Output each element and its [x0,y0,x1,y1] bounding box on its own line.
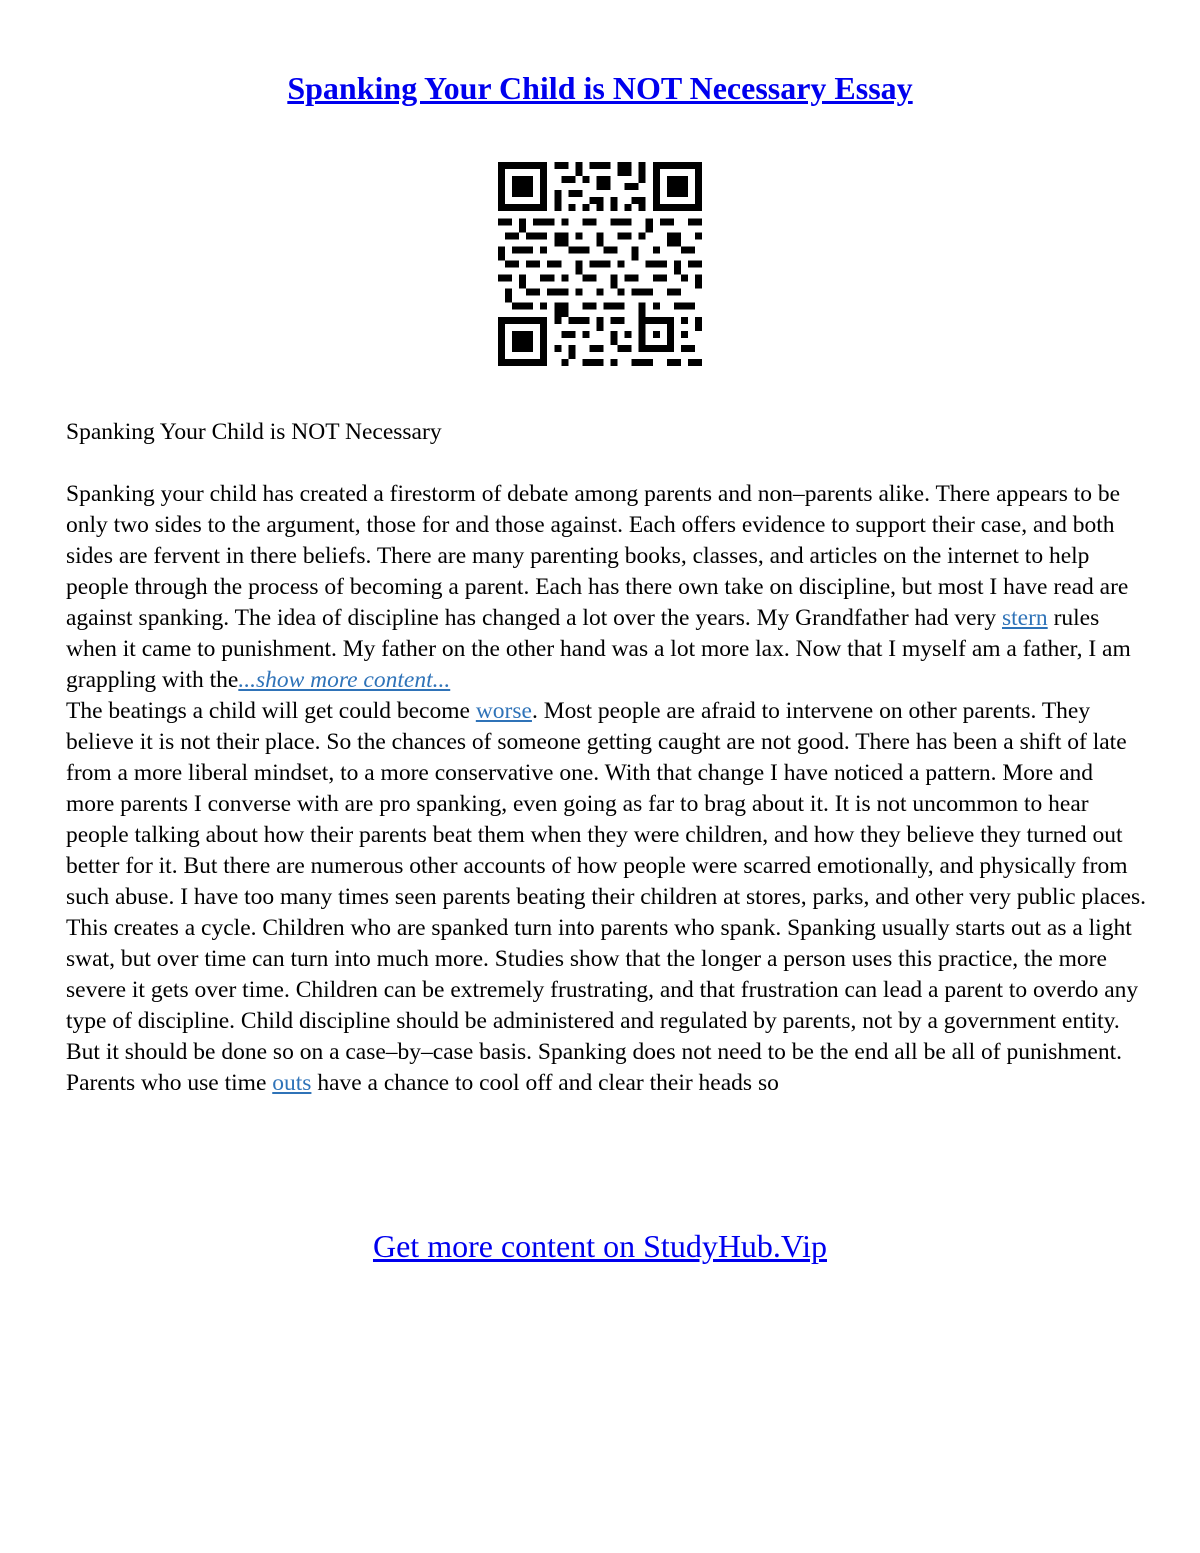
paragraph-2-text-a: The beatings a child will get could become [66,698,476,724]
studyhub-link[interactable]: Get more content on StudyHub.Vip [372,1228,827,1264]
essay-body [66,417,1146,1099]
qr-code-graphic [498,162,702,366]
footer [0,1226,1200,1266]
keyword-link-outs[interactable]: outs [272,1070,312,1096]
essay-subtitle: Spanking Your Child is NOT Necessary [66,419,442,445]
paragraph-2-text-b: . Most people are afraid to intervene on other parents. They believe it is not their place. So the chances of someone getting caught are not good. There has been a shift of late from a more liberal mindset, to a more conservative one. With that change I have noticed a pattern. More and more parents I converse with are pro spanking, even going as far to brag about it. It is not uncommon to hear people talking about how their parents beat them when they were children, and how they believe they turned out better for it. But there are numerous other accounts of how people were scarred emotionally, and physically from such abuse. I have too many times seen parents beating their children at stores, parks, and other very public places. This creates a cycle. Children who are spanked turn into parents who spank. Spanking usually starts out as a light swat, but over time can turn into much more. Studies show that the longer a person uses this practice, the more severe it gets over time. Children can be extremely frustrating, and that frustration can lead a parent to overdo any type of discipline. Child discipline should be administered and regulated by parents, not by a government entity. But it should be done so on a case–by–case basis. Spanking does not need to be the end all be all of punishment. Parents who use time [66,698,1147,1096]
page-title [0,64,1200,112]
paragraph-1 [66,479,1146,696]
qr-code-icon [498,162,702,366]
keyword-link-worse[interactable]: worse [475,698,532,724]
paragraph-2-text-c: have a chance to cool off and clear their heads so [311,1070,779,1096]
show-more-link[interactable]: ...show more content... [238,667,451,693]
paragraph-2 [66,696,1146,1099]
paragraph-1-text-b: rules when it came to punishment. My father on the other hand was a lot more lax. Now that I myself am a father, I am grappling with the [66,605,1131,693]
title-link[interactable]: Spanking Your Child is NOT Necessary Essay [287,70,913,106]
keyword-link-stern[interactable]: stern [1002,605,1048,631]
paragraph-1-text-a: Spanking your child has created a firestorm of debate among parents and non–parents alike. There appears to be only two sides to the argument, those for and those against. Each offers evidence to support their case, and both sides are fervent in there beliefs. There are many parenting books, classes, and articles on the internet to help people through the process of becoming a parent. Each has there own take on discipline, but most I have read are against spanking. The idea of discipline has changed a lot over the years. My Grandfather had very [66,481,1129,631]
